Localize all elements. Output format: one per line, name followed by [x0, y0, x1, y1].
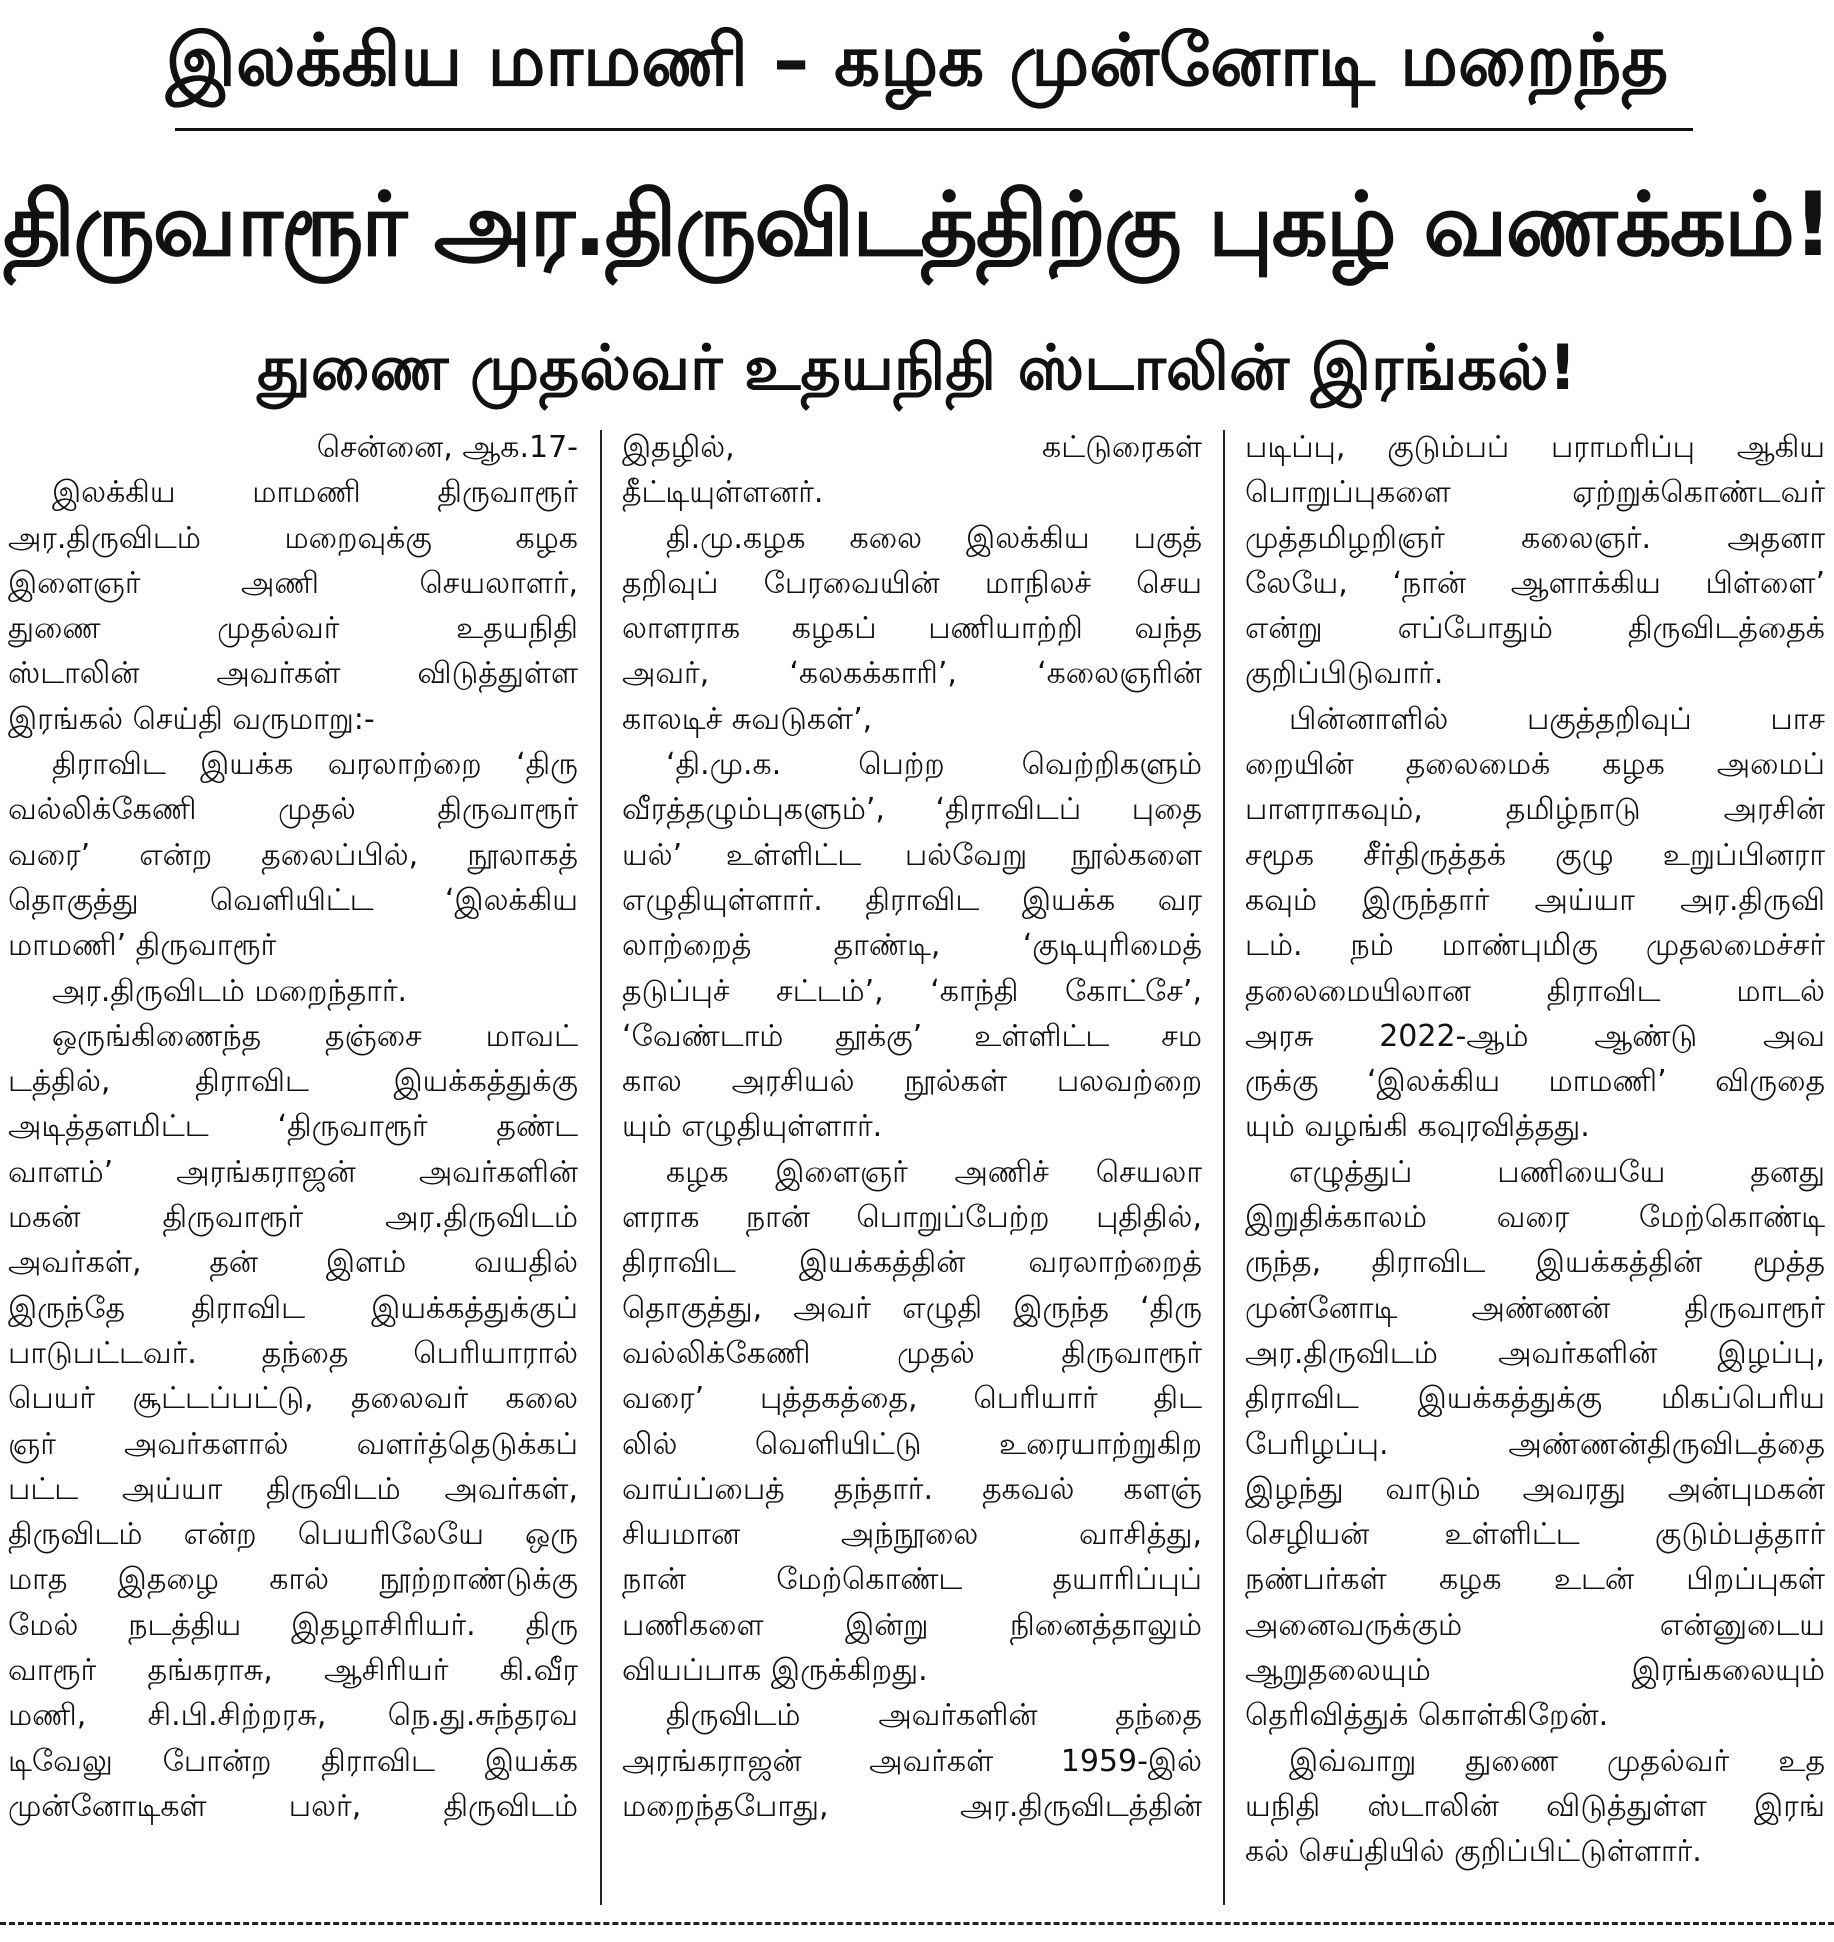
body-line: எழுத்துப் பணியையே தனது — [1289, 1154, 1825, 1190]
body-line: இதழில், கட்டுரைகள் — [622, 430, 1202, 465]
body-line: அர.திருவிடம் மறைவுக்கு கழக — [8, 520, 578, 556]
body-line: ஞர் அவர்களால் வளர்த்தெடுக்கப் — [8, 1426, 578, 1462]
body-line: வாரூர் தங்கராசு, ஆசிரியர் கி.வீர — [8, 1653, 578, 1689]
body-line: திருவிடம் என்ற பெயரிலேயே ஒரு — [8, 1517, 578, 1553]
body-line: ‘வேண்டாம் தூக்கு’ உள்ளிட்ட சம — [622, 1018, 1202, 1054]
article-column-2 — [622, 425, 1202, 1925]
body-line: அர.திருவிடம் மறைந்தார். — [52, 973, 408, 1009]
body-line: வரை’ புத்தகத்தை, பெரியார் திட — [622, 1381, 1202, 1417]
kicker-headline: இலக்கிய மாமணி – கழக முன்னோடி மறைந்த — [165, 18, 1669, 102]
body-line: எழுதியுள்ளார். திராவிட இயக்க வர — [622, 882, 1202, 918]
body-line: லில் வெளியிட்டு உரையாற்றுகிற — [622, 1426, 1202, 1462]
body-line: அரங்கராஜன் அவர்கள் 1959-இல் — [622, 1743, 1202, 1779]
article-column-3 — [1245, 425, 1825, 1925]
body-line: இருந்தே திராவிட இயக்கத்துக்குப் — [8, 1290, 578, 1326]
body-line: வீரத்தழும்புகளும்’, ‘திராவிடப் புதை — [622, 792, 1202, 828]
body-line: முன்னோடிகள் பலர், திருவிடம் — [8, 1788, 578, 1824]
body-line: றையின் தலைமைக் கழக அமைப் — [1245, 747, 1825, 783]
body-line: கல் செய்தியில் குறிப்பிட்டுள்ளார். — [1245, 1834, 1702, 1870]
body-line: வியப்பாக இருக்கிறது. — [622, 1653, 928, 1689]
body-line: படிப்பு, குடும்பப் பராமரிப்பு ஆகிய — [1245, 430, 1825, 465]
body-line: இரங்கல் செய்தி வருமாறு:- — [8, 701, 375, 737]
body-line: மாத இதழை கால் நூற்றாண்டுக்கு — [8, 1562, 578, 1598]
body-line: பட்ட அய்யா திருவிடம் அவர்கள், — [8, 1471, 578, 1507]
body-line: டம். நம் மாண்புமிகு முதலமைச்சர் — [1245, 928, 1825, 964]
body-line: செழியன் உள்ளிட்ட குடும்பத்தார் — [1245, 1517, 1825, 1553]
body-line: அடித்தளமிட்ட ‘திருவாரூர் தண்ட — [8, 1109, 578, 1145]
body-line: சியமான அந்நூலை வாசித்து, — [622, 1517, 1202, 1553]
body-line: திராவிட இயக்கத்துக்கு மிகப்பெரிய — [1245, 1381, 1825, 1417]
body-line: ‘தி.மு.க. பெற்ற வெற்றிகளும் — [666, 747, 1202, 783]
body-line: தொகுத்து, அவர் எழுதி இருந்த ‘திரு — [622, 1290, 1202, 1326]
body-line: ஆறுதலையும் இரங்கலையும் — [1245, 1653, 1825, 1689]
body-line: டத்தில், திராவிட இயக்கத்துக்கு — [8, 1064, 578, 1100]
body-line: லேயே, ‘நான் ஆளாக்கிய பிள்ளை’ — [1245, 565, 1825, 601]
body-line: மறைந்தபோது, அர.திருவிடத்தின் — [622, 1788, 1202, 1824]
body-line: இவ்வாறு துணை முதல்வர் உத — [1289, 1743, 1825, 1779]
body-line: ளராக நான் பொறுப்பேற்ற புதிதில், — [622, 1200, 1202, 1236]
body-line: வல்லிக்கேணி முதல் திருவாரூர் — [8, 792, 578, 828]
body-line: நான் மேற்கொண்ட தயாரிப்புப் — [622, 1562, 1202, 1598]
body-line: லாளராக கழகப் பணியாற்றி வந்த — [622, 611, 1202, 647]
body-line: யும் வழங்கி கவுரவித்தது. — [1245, 1109, 1590, 1145]
body-line: ருக்கு ‘இலக்கிய மாமணி’ விருதை — [1245, 1064, 1825, 1100]
article-column-1 — [8, 425, 578, 1925]
body-line: தடுப்புச் சட்டம்’, ‘காந்தி கோட்சே’, — [622, 973, 1202, 1009]
body-line: இளைஞர் அணி செயலாளர், — [8, 565, 578, 601]
body-line: சமூக சீர்திருத்தக் குழு உறுப்பினரா — [1245, 837, 1825, 873]
body-line: தி.மு.கழக கலை இலக்கிய பகுத் — [666, 520, 1202, 556]
body-line: முன்னோடி அண்ணன் திருவாரூர் — [1245, 1290, 1825, 1326]
body-line: மாமணி’ திருவாரூர் — [8, 928, 277, 964]
body-line: தெரிவித்துக் கொள்கிறேன். — [1245, 1698, 1609, 1734]
body-line: முத்தமிழறிஞர் கலைஞர். அதனா — [1245, 520, 1825, 556]
body-line: அர.திருவிடம் அவர்களின் இழப்பு, — [1245, 1335, 1825, 1371]
body-line: கழக இளைஞர் அணிச் செயலா — [666, 1154, 1202, 1190]
body-line: இழந்து வாடும் அவரது அன்புமகன் — [1245, 1471, 1825, 1507]
column-divider — [1223, 430, 1225, 1905]
body-line: வாய்ப்பைத் தந்தார். தகவல் களஞ் — [622, 1471, 1202, 1507]
body-line: என்று எப்போதும் திருவிடத்தைக் — [1245, 611, 1825, 647]
body-line: மேல் நடத்திய இதழாசிரியர். திரு — [8, 1607, 578, 1643]
body-line: துணை முதல்வர் உதயநிதி — [8, 611, 578, 647]
body-line: தறிவுப் பேரவையின் மாநிலச் செய — [622, 565, 1202, 601]
body-line: மணி, சி.பி.சிற்றரசு, நெ.து.சுந்தரவ — [8, 1698, 578, 1734]
body-line: பாடுபட்டவர். தந்தை பெரியாரால் — [8, 1335, 578, 1371]
body-line: திருவிடம் அவர்களின் தந்தை — [666, 1698, 1202, 1734]
body-line: யல்’ உள்ளிட்ட பல்வேறு நூல்களை — [622, 837, 1202, 873]
body-line: அரசு 2022-ஆம் ஆண்டு அவ — [1245, 1018, 1825, 1054]
body-line: அவர், ‘கலகக்காரி’, ‘கலைஞரின் — [622, 656, 1202, 692]
body-line: குறிப்பிடுவார். — [1245, 656, 1444, 692]
body-line: அனைவருக்கும் என்னுடைய — [1245, 1607, 1825, 1643]
column-divider — [600, 430, 602, 1905]
body-line: ஒருங்கிணைந்த தஞ்சை மாவட் — [52, 1018, 578, 1054]
body-line: பணிகளை இன்று நினைத்தாலும் — [622, 1607, 1202, 1643]
body-line: தலைமையிலான திராவிட மாடல் — [1245, 973, 1825, 1009]
body-line: பின்னாளில் பகுத்தறிவுப் பாச — [1289, 701, 1825, 737]
body-line: பேரிழப்பு. அண்ணன்திருவிடத்தை — [1245, 1426, 1825, 1462]
body-line: தீட்டியுள்ளனர். — [622, 475, 824, 511]
sub-headline: துணை முதல்வர் உதயநிதி ஸ்டாலின் இரங்கல்! — [257, 331, 1577, 404]
body-line: லாற்றைத் தாண்டி, ‘குடியுரிமைத் — [622, 928, 1202, 964]
body-line: டிவேலு போன்ற திராவிட இயக்க — [8, 1743, 578, 1779]
main-headline: திருவாரூர் அர.திருவிடத்திற்கு புகழ் வணக்கம்! — [2, 173, 1832, 276]
body-line: யநிதி ஸ்டாலின் விடுத்துள்ள இரங் — [1245, 1788, 1825, 1824]
body-line: இறுதிக்காலம் வரை மேற்கொண்டி — [1245, 1200, 1825, 1236]
body-line: திராவிட இயக்க வரலாற்றை ‘திரு — [52, 747, 578, 783]
kicker-underline — [175, 128, 1693, 131]
bottom-dashed-rule — [0, 1922, 1834, 1925]
body-line: அவர்கள், தன் இளம் வயதில் — [8, 1245, 578, 1281]
dateline: சென்னை, ஆக.17- — [316, 430, 578, 465]
body-line: தொகுத்து வெளியிட்ட ‘இலக்கிய — [8, 882, 578, 918]
body-line: யும் எழுதியுள்ளார். — [622, 1109, 883, 1145]
body-line: காலடிச் சுவடுகள்’, — [622, 701, 873, 737]
body-line: ருந்த, திராவிட இயக்கத்தின் மூத்த — [1245, 1245, 1825, 1281]
body-line: பொறுப்புகளை ஏற்றுக்கொண்டவர் — [1245, 475, 1825, 511]
body-line: வாளம்’ அரங்கராஜன் அவர்களின் — [8, 1154, 578, 1190]
body-line: வரை’ என்ற தலைப்பில், நூலாகத் — [8, 837, 578, 873]
body-line: திராவிட இயக்கத்தின் வரலாற்றைத் — [622, 1245, 1202, 1281]
body-line: கவும் இருந்தார் அய்யா அர.திருவி — [1245, 882, 1825, 918]
body-line: கால அரசியல் நூல்கள் பலவற்றை — [622, 1064, 1202, 1100]
body-line: மகன் திருவாரூர் அர.திருவிடம் — [8, 1200, 578, 1236]
body-line: வல்லிக்கேணி முதல் திருவாரூர் — [622, 1335, 1202, 1371]
body-line: பெயர் சூட்டப்பட்டு, தலைவர் கலை — [8, 1381, 578, 1417]
body-line: பாளராகவும், தமிழ்நாடு அரசின் — [1245, 792, 1825, 828]
body-line: நண்பர்கள் கழக உடன் பிறப்புகள் — [1245, 1562, 1825, 1598]
body-line: ஸ்டாலின் அவர்கள் விடுத்துள்ள — [8, 656, 578, 692]
body-line: இலக்கிய மாமணி திருவாரூர் — [52, 475, 578, 511]
